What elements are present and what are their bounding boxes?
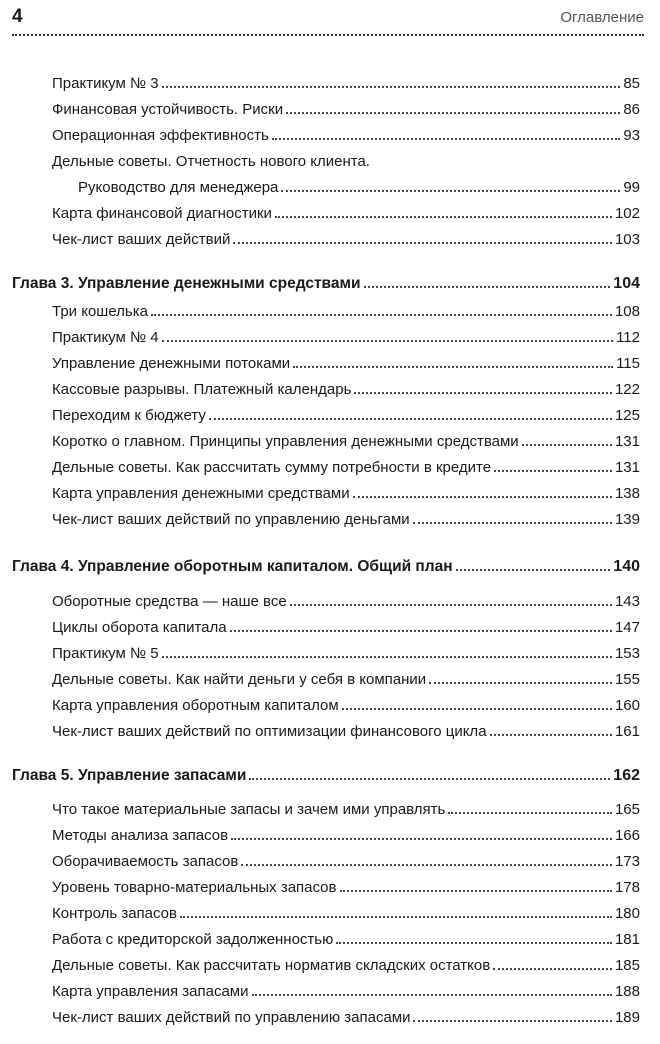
section-row: [52, 696, 640, 716]
section-row: [52, 722, 640, 742]
section-title: Переходим к бюджету: [52, 407, 206, 424]
dot-leader: [493, 956, 612, 970]
chapter-row: [12, 557, 640, 577]
section-title: Практикум № 3: [52, 75, 159, 92]
section-row: [52, 100, 640, 120]
page-ref: 178: [614, 879, 640, 896]
dot-leader: [364, 274, 611, 288]
dot-leader: [275, 204, 612, 218]
chapter-row: [12, 766, 640, 786]
section-row: [52, 74, 640, 94]
section-row: [52, 618, 640, 638]
section-row: [52, 510, 640, 530]
section-title: Чек-лист ваших действий по управлению деньгами: [52, 511, 410, 528]
dot-leader: [429, 670, 612, 684]
dot-leader: [342, 696, 612, 710]
section-title: Чек-лист ваших действий: [52, 231, 231, 248]
section-title: Практикум № 5: [52, 645, 159, 662]
running-title: Оглавление: [560, 9, 644, 26]
section-row: [52, 904, 640, 924]
dot-leader: [231, 826, 612, 840]
section-row: [52, 230, 640, 250]
section-row: [52, 982, 640, 1002]
section-title: Чек-лист ваших действий по оптимизации финансового цикла: [52, 723, 487, 740]
dot-leader: [162, 644, 612, 658]
section-title: Коротко о главном. Принципы управления денежными средствами: [52, 433, 519, 450]
dot-leader: [209, 406, 612, 420]
dot-leader: [180, 904, 612, 918]
page-ref: 103: [614, 231, 640, 248]
section-title: Дельные советы. Как найти деньги у себя в компании: [52, 671, 427, 688]
page-ref: 93: [623, 127, 640, 144]
chapter-title: Глава 5. Управление запасами: [12, 767, 247, 784]
dot-leader: [162, 328, 613, 342]
section-row: [78, 178, 640, 198]
section-row: [52, 380, 640, 400]
section-title: Оборачиваемость запасов: [52, 853, 239, 870]
section-row: [52, 670, 640, 690]
section-title: Карта финансовой диагностики: [52, 205, 272, 222]
dot-leader: [281, 178, 620, 192]
page-ref: 153: [614, 645, 640, 662]
section-title: Практикум № 4: [52, 329, 159, 346]
page-ref: 166: [614, 827, 640, 844]
dot-leader: [340, 878, 612, 892]
dot-leader: [230, 618, 612, 632]
page-ref: 112: [616, 329, 640, 346]
section-row: [52, 126, 640, 146]
page-ref: 85: [623, 75, 640, 92]
page-ref: 122: [614, 381, 640, 398]
section-row: [52, 1008, 640, 1028]
page-ref: 185: [614, 957, 640, 974]
section-title: Чек-лист ваших действий по управлению запасами: [52, 1009, 411, 1026]
dot-leader: [233, 230, 612, 244]
dot-leader: [522, 432, 612, 446]
section-title: Финансовая устойчивость. Риски: [52, 101, 284, 118]
section-title: Дельные советы. Как рассчитать норматив складских остатков: [52, 957, 491, 974]
dot-leader: [413, 510, 612, 524]
section-title: Карта управления оборотным капиталом: [52, 697, 339, 714]
dot-leader: [151, 302, 612, 316]
section-row: [52, 826, 640, 846]
section-title: Что такое материальные запасы и зачем ими управлять: [52, 801, 446, 818]
page-ref: 131: [614, 459, 640, 476]
chapter-row: [12, 274, 640, 294]
section-title: Контроль запасов: [52, 905, 177, 922]
page-ref: 104: [613, 275, 640, 292]
dot-leader: [354, 380, 612, 394]
section-title: Руководство для менеджера: [78, 179, 279, 196]
page-ref: 108: [614, 303, 640, 320]
dot-leader: [336, 930, 612, 944]
chapter-title: Глава 4. Управление оборотным капиталом. Общий план: [12, 558, 453, 575]
section-row: [52, 458, 640, 478]
page-ref: 180: [614, 905, 640, 922]
section-row: [52, 800, 640, 820]
section-title: Три кошелька: [52, 303, 148, 320]
dot-leader: [456, 557, 611, 571]
section-row: [52, 302, 640, 322]
section-row: [52, 644, 640, 664]
page-ref: 140: [613, 558, 640, 575]
section-row: [52, 956, 640, 976]
page-ref: 99: [623, 179, 640, 196]
dot-leader: [413, 1008, 611, 1022]
page-ref: 131: [614, 433, 640, 450]
section-title: Операционная эффективность: [52, 127, 269, 144]
page-ref: 161: [614, 723, 640, 740]
page-ref: 86: [623, 101, 640, 118]
section-row: [52, 204, 640, 224]
section-row: [52, 930, 640, 950]
section-title: Методы анализа запасов: [52, 827, 229, 844]
section-row: [52, 852, 640, 872]
page-ref: 155: [614, 671, 640, 688]
dot-leader: [249, 766, 610, 780]
section-title: Карта управления денежными средствами: [52, 485, 350, 502]
page-ref: 181: [614, 931, 640, 948]
dot-leader: [286, 100, 620, 114]
dot-leader: [490, 722, 612, 736]
page-ref: 189: [614, 1009, 640, 1026]
dot-leader: [293, 354, 613, 368]
page-ref: 125: [614, 407, 640, 424]
dot-leader: [272, 126, 621, 140]
section-title: Оборотные средства — наше все: [52, 593, 287, 610]
page-ref: 160: [614, 697, 640, 714]
dot-leader: [290, 592, 612, 606]
chapter-title: Глава 3. Управление денежными средствами: [12, 275, 361, 292]
section-title: Дельные советы. Отчетность нового клиента.: [52, 153, 370, 170]
page-ref: 173: [614, 853, 640, 870]
section-title: Кассовые разрывы. Платежный календарь: [52, 381, 352, 398]
section-title: Работа с кредиторской задолженностью: [52, 931, 334, 948]
page-ref: 162: [613, 767, 640, 784]
dot-leader: [241, 852, 612, 866]
section-row: [52, 152, 640, 172]
section-row: [52, 328, 640, 348]
page-ref: 188: [614, 983, 640, 1000]
dot-leader: [162, 74, 621, 88]
page-ref: 165: [614, 801, 640, 818]
page-ref: 138: [614, 485, 640, 502]
page-ref: 147: [614, 619, 640, 636]
section-row: [52, 878, 640, 898]
dot-leader: [353, 484, 612, 498]
section-row: [52, 432, 640, 452]
dot-leader: [448, 800, 612, 814]
section-title: Циклы оборота капитала: [52, 619, 227, 636]
section-row: [52, 484, 640, 504]
dot-leader: [252, 982, 612, 996]
section-row: [52, 354, 640, 374]
page-ref: 115: [616, 355, 640, 372]
section-title: Дельные советы. Как рассчитать сумму потребности в кредите: [52, 459, 492, 476]
page-ref: 139: [614, 511, 640, 528]
section-row: [52, 592, 640, 612]
section-title: Управление денежными потоками: [52, 355, 291, 372]
dot-leader: [494, 458, 612, 472]
page-ref: 102: [614, 205, 640, 222]
page-ref: 143: [614, 593, 640, 610]
section-row: [52, 406, 640, 426]
page-number: 4: [12, 6, 23, 27]
page-header: [12, 4, 644, 36]
section-title: Уровень товарно-материальных запасов: [52, 879, 337, 896]
section-title: Карта управления запасами: [52, 983, 249, 1000]
